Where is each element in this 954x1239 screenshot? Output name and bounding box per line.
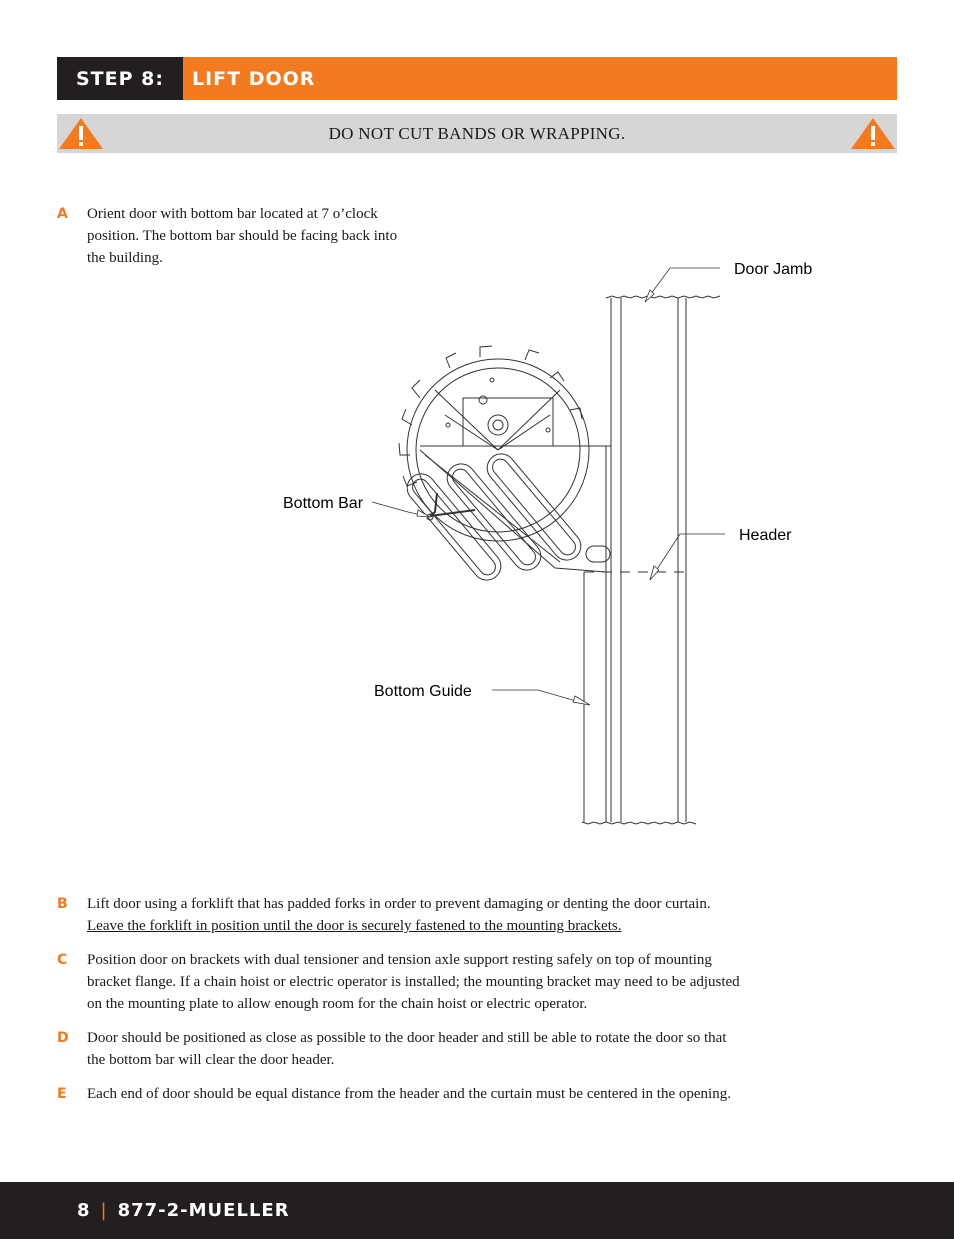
step-line: Each end of door should be equal distance from the header and the curtain must be centered in the opening. [87,1086,731,1102]
step-line-underlined: Leave the forklift in position until the door is securely fastened to the mounting brackets. [87,918,622,934]
warning-text: DO NOT CUT BANDS OR WRAPPING. [328,123,626,143]
step-text [87,1027,847,1071]
step-line: the building. [87,250,163,266]
step-letter: D [57,1030,69,1046]
label-header: Header [739,527,792,544]
step-text [87,1083,847,1105]
warning-triangle-icon [58,117,104,150]
step-line: Door should be positioned as close as possible to the door header and still be able to rotate the door so that [87,1030,727,1046]
step-letter: E [57,1086,67,1102]
step-letter: B [57,896,68,912]
footer-separator: | [100,1200,108,1221]
step-letter: A [57,206,68,222]
footer-text [77,1200,290,1221]
label-door-jamb: Door Jamb [734,261,813,278]
warning-triangle-icon [850,117,896,150]
step-number: STEP 8: [57,57,183,100]
step-header [57,57,897,100]
step-letter: C [57,952,68,968]
phone-number: 877-2-MUELLER [117,1200,290,1221]
step-line: the bottom bar will clear the door header. [87,1052,335,1068]
page-number: 8 [77,1200,91,1221]
step-line: Position door on brackets with dual tensioner and tension axle support resting safely on top of mounting [87,952,712,968]
warning-banner [57,114,897,153]
label-bottom-bar: Bottom Bar [283,495,364,512]
step-title: LIFT DOOR [183,57,897,100]
step-line: position. The bottom bar should be facing back into [87,228,398,244]
step-text [87,893,847,937]
page-footer [0,1182,954,1239]
label-bottom-guide: Bottom Guide [374,683,472,700]
step-text [87,949,847,1015]
step-line: Orient door with bottom bar located at 7 o’clock [87,206,378,222]
step-line: bracket flange. If a chain hoist or electric operator is installed; the mounting bracket may need to be adjusted [87,974,740,990]
door-installation-diagram [270,250,870,830]
step-line: on the mounting plate to allow enough room for the chain hoist or electric operator. [87,996,588,1012]
step-line: Lift door using a forklift that has padded forks in order to prevent damaging or denting the door curtain. [87,896,711,912]
